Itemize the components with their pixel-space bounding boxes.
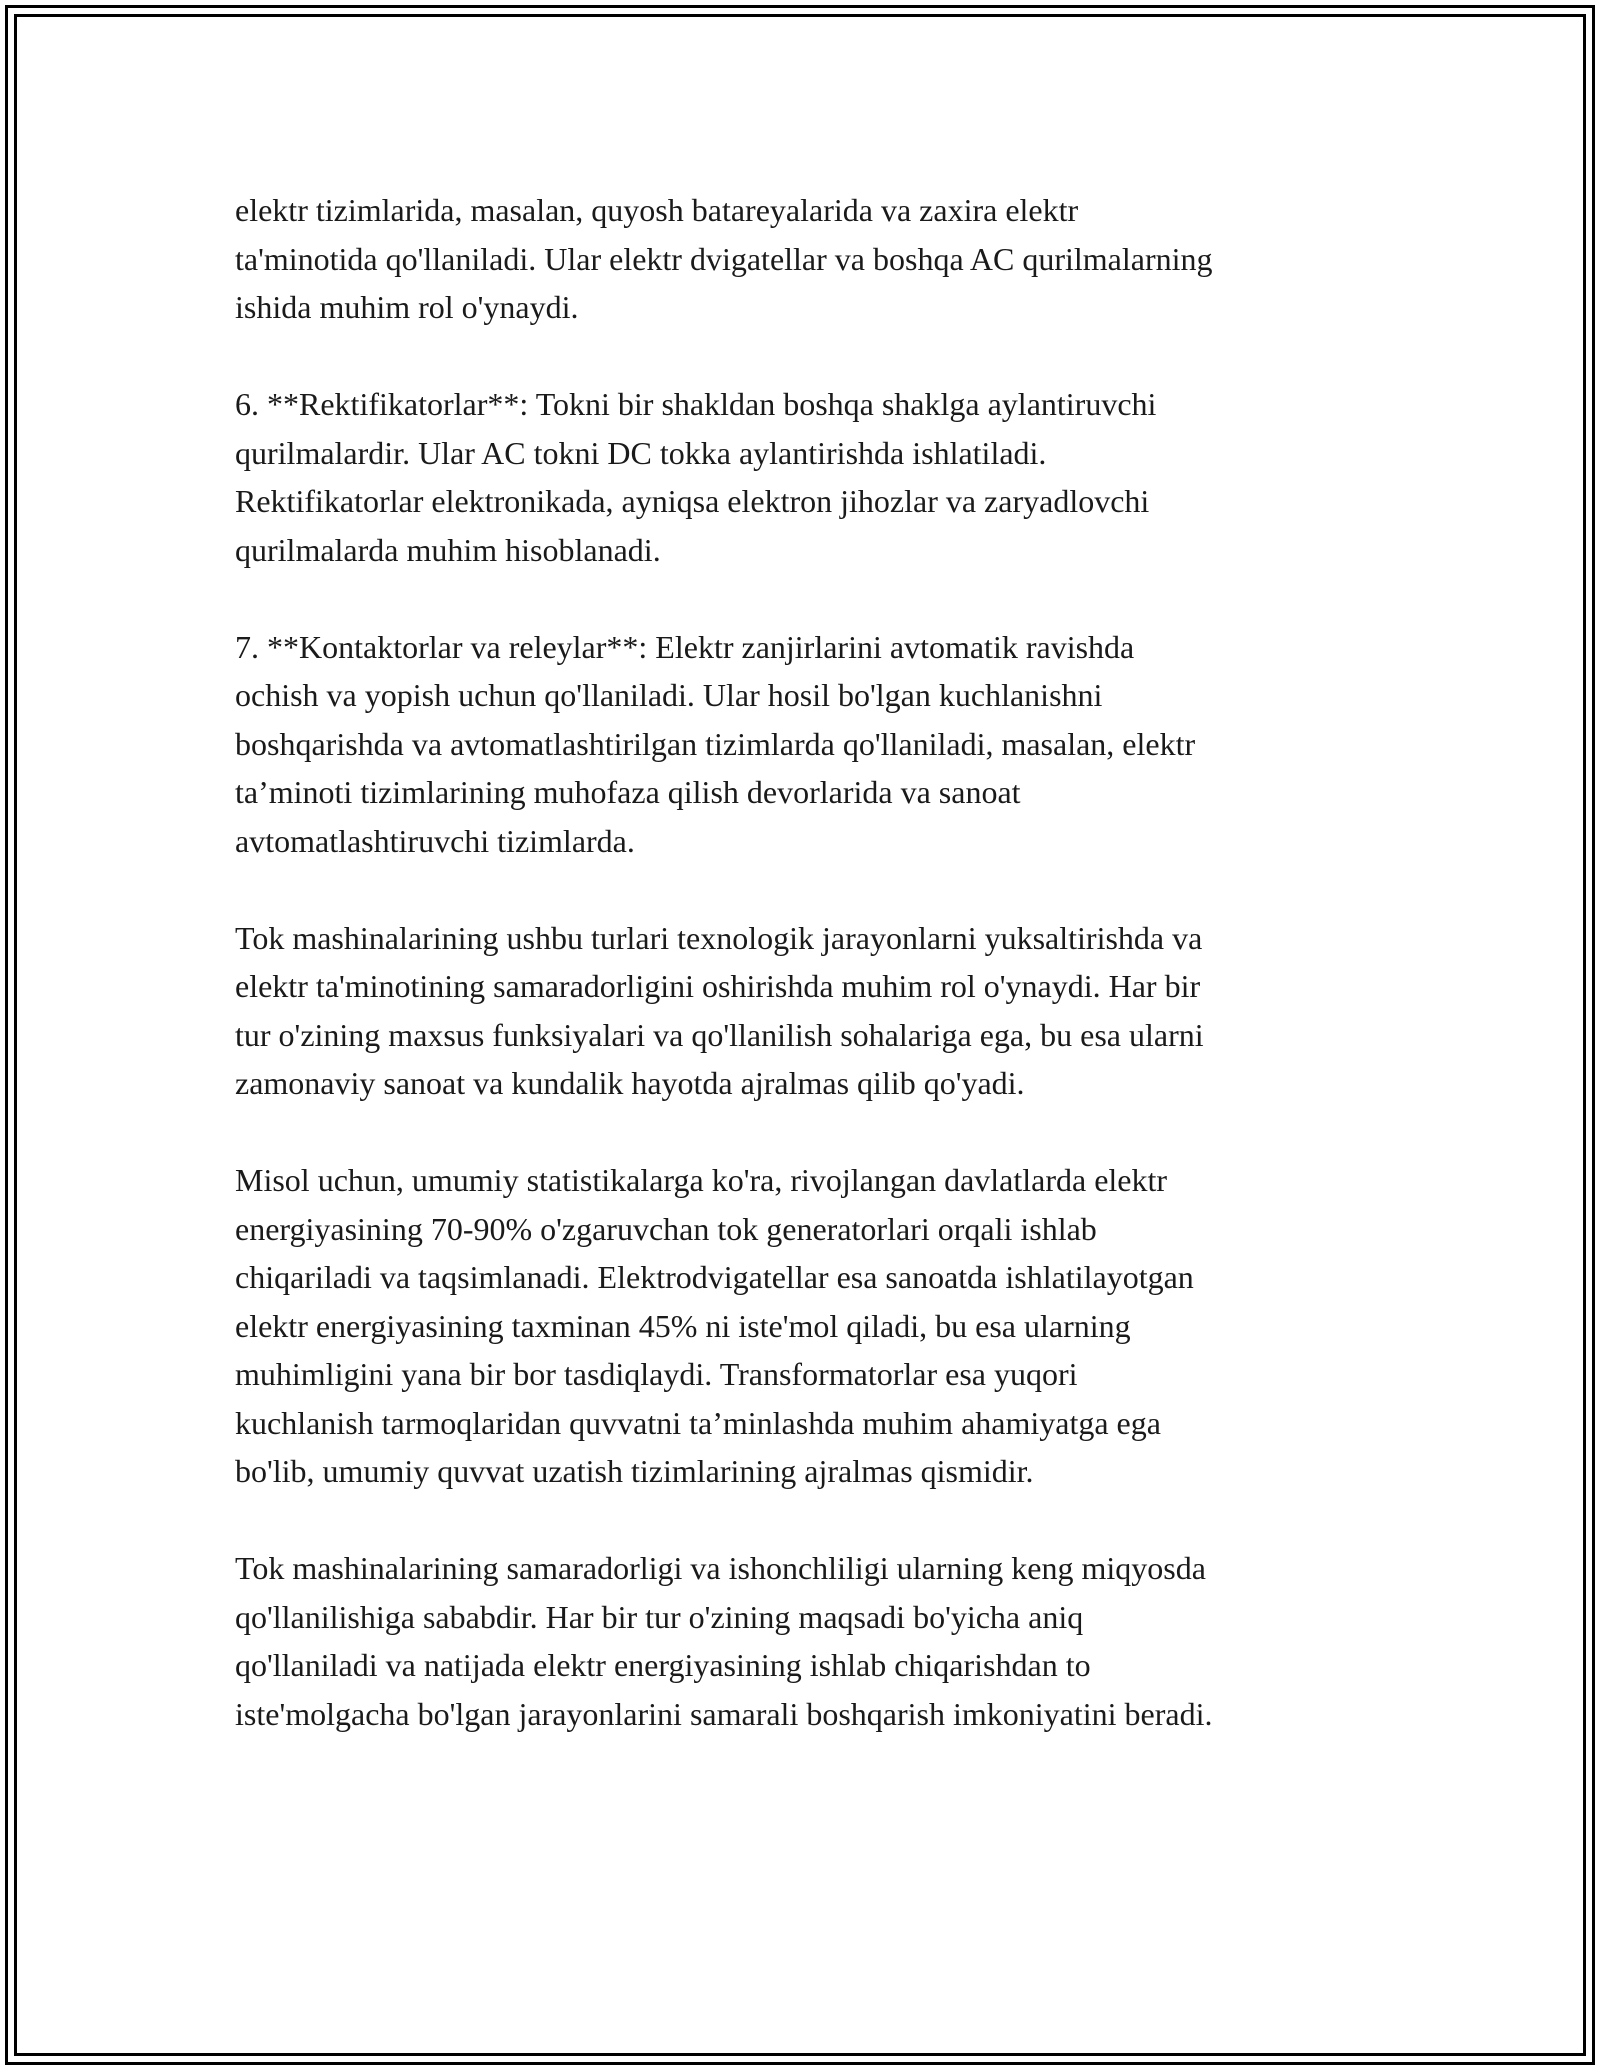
paragraph-summary xyxy=(235,914,1385,1108)
text-line: ta’minoti tizimlarining muhofaza qilish devorlarida va sanoat xyxy=(235,774,1021,810)
text-line: qo'llaniladi va natijada elektr energiyasining ishlab chiqarishdan to xyxy=(235,1647,1091,1683)
text-line: tur o'zining maxsus funksiyalari va qo'llanilish sohalariga ega, bu esa ularni xyxy=(235,1016,1204,1053)
text-line: Tok mashinalarining samaradorligi va ishonchliligi ularning keng miqyosda xyxy=(235,1550,1206,1586)
text-line: zamonaviy sanoat va kundalik hayotda ajralmas qilib qo'yadi. xyxy=(235,1065,1025,1101)
text-line: boshqarishda va avtomatlashtirilgan tizimlarda qo'llaniladi, masalan, elektr xyxy=(235,725,1196,762)
document-body xyxy=(235,186,1385,1738)
text-line: Tok mashinalarining ushbu turlari texnologik jarayonlarni yuksaltirishda va xyxy=(235,919,1203,956)
text-line: ochish va yopish uchun qo'llaniladi. Ular hosil bo'lgan kuchlanishni xyxy=(235,677,1103,713)
text-line: qo'llanilishiga sababdir. Har bir tur o'zining maqsadi bo'yicha aniq xyxy=(235,1598,1084,1635)
text-line: 6. **Rektifikatorlar**: Tokni bir shakldan boshqa shaklga aylantiruvchi xyxy=(235,386,1157,422)
text-line: energiyasining 70-90% o'zgaruvchan tok generatorlari orqali ishlab xyxy=(235,1210,1097,1247)
text-line: chiqariladi va taqsimlanadi. Elektrodvigatellar esa sanoatda ishlatilayotgan xyxy=(235,1259,1194,1295)
paragraph-conclusion xyxy=(235,1544,1385,1738)
text-line: bo'lib, umumiy quvvat uzatish tizimlarining ajralmas qismidir. xyxy=(235,1453,1034,1489)
paragraph-ac-usage xyxy=(235,186,1385,332)
list-item-contactors xyxy=(235,623,1385,866)
text-line: ta'minotida qo'llaniladi. Ular elektr dvigatellar va boshqa AC qurilmalarning xyxy=(235,240,1213,277)
text-line: elektr ta'minotining samaradorligini oshirishda muhim rol o'ynaydi. Har bir xyxy=(235,968,1201,1004)
text-line: Misol uchun, umumiy statistikalarga ko'ra, rivojlangan davlatlarda elektr xyxy=(235,1162,1168,1198)
text-line: qurilmalardir. Ular AC tokni DC tokka aylantirishda ishlatiladi. xyxy=(235,434,1047,471)
text-line: Rektifikatorlar elektronikada, ayniqsa elektron jihozlar va zaryadlovchi xyxy=(235,483,1150,519)
text-line: elektr tizimlarida, masalan, quyosh batareyalarida va zaxira elektr xyxy=(235,192,1079,228)
text-line: qurilmalarda muhim hisoblanadi. xyxy=(235,531,661,568)
text-line: kuchlanish tarmoqlaridan quvvatni ta’minlashda muhim ahamiyatga ega xyxy=(235,1404,1161,1441)
text-line: elektr energiyasining taxminan 45% ni iste'mol qiladi, bu esa ularning xyxy=(235,1307,1131,1344)
text-line: muhimligini yana bir bor tasdiqlaydi. Transformatorlar esa yuqori xyxy=(235,1356,1078,1392)
text-line: iste'molgacha bo'lgan jarayonlarini samarali boshqarish imkoniyatini beradi. xyxy=(235,1695,1213,1732)
text-line: avtomatlashtiruvchi tizimlarda. xyxy=(235,822,635,859)
text-line: ishida muhim rol o'ynaydi. xyxy=(235,289,579,325)
list-item-rectifiers xyxy=(235,380,1385,574)
paragraph-statistics xyxy=(235,1156,1385,1496)
text-line: 7. **Kontaktorlar va releylar**: Elektr zanjirlarini avtomatik ravishda xyxy=(235,628,1135,665)
